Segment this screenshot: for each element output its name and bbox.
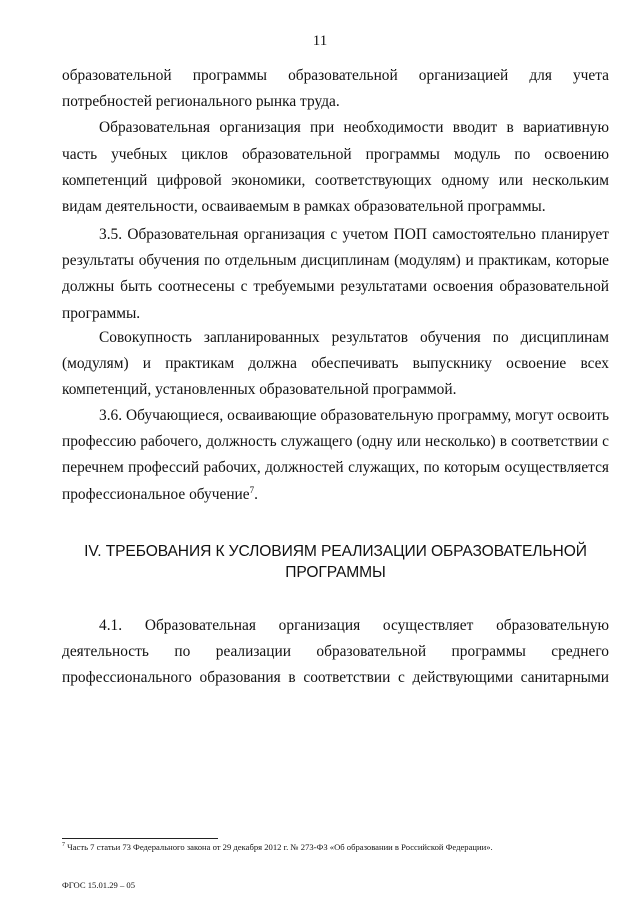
paragraph-digital-economy-module: Образовательная организация при необходимости вводит в вариативную часть учебных циклов образовательной программы модуль по освоению компетенций цифровой экономики, соответствующих одному или нескольким видам деятельности, осваиваемым в рамках образовательной программы. xyxy=(62,119,609,216)
paragraph-3-6-text: 3.6. Обучающиеся, осваивающие образовательную программу, могут освоить профессию рабочего, должность служащего (одну или несколько) в соответствии с перечнем профессий рабочих, должностей служащих, по которым осуществляется профессиональное обучение xyxy=(62,407,609,503)
document-code: ФГОС 15.01.29 – 05 xyxy=(62,880,136,890)
footnote-reference: 7 xyxy=(249,484,255,495)
footnote xyxy=(62,841,609,853)
text-block-3-5 xyxy=(62,222,609,327)
paragraph-4-1: 4.1. Образовательная организация осуществляет образовательную деятельность по реализации образовательной программы среднего профессионального образования в соответствии с действующими санитарными xyxy=(62,617,609,687)
footnote-divider xyxy=(62,838,218,839)
text-block-results xyxy=(62,325,609,404)
footnote-number: 7 xyxy=(62,842,65,849)
footnote-text: Часть 7 статьи 73 Федерального закона от 29 декабря 2012 г. № 273-ФЗ «Об образовании в Российской Федерации». xyxy=(65,842,493,852)
page-number: 11 xyxy=(312,33,328,49)
section-heading: IV. ТРЕБОВАНИЯ К УСЛОВИЯМ РЕАЛИЗАЦИИ ОБРАЗОВАТЕЛЬНОЙ ПРОГРАММЫ xyxy=(84,543,587,581)
text-block-3-6 xyxy=(62,403,609,508)
paragraph-continued: образовательной программы образовательной организацией для учета потребностей регионального рынка труда. xyxy=(62,67,609,111)
paragraph-3-6 xyxy=(62,403,609,508)
paragraph-planned-results: Совокупность запланированных результатов обучения по дисциплинам (модулям) и практикам должна обеспечивать выпускнику освоение всех компетенций, установленных образовательной программой. xyxy=(62,329,609,399)
text-block-4-1 xyxy=(62,613,609,692)
paragraph-3-5: 3.5. Образовательная организация с учетом ПОП самостоятельно планирует результаты обучения по отдельным дисциплинам (модулям) и практикам, которые должны быть соотнесены с требуемыми результатами освоения образовательной программы. xyxy=(62,226,609,322)
text-block-continuation xyxy=(62,63,609,220)
paragraph-3-6-tail: . xyxy=(254,485,258,503)
